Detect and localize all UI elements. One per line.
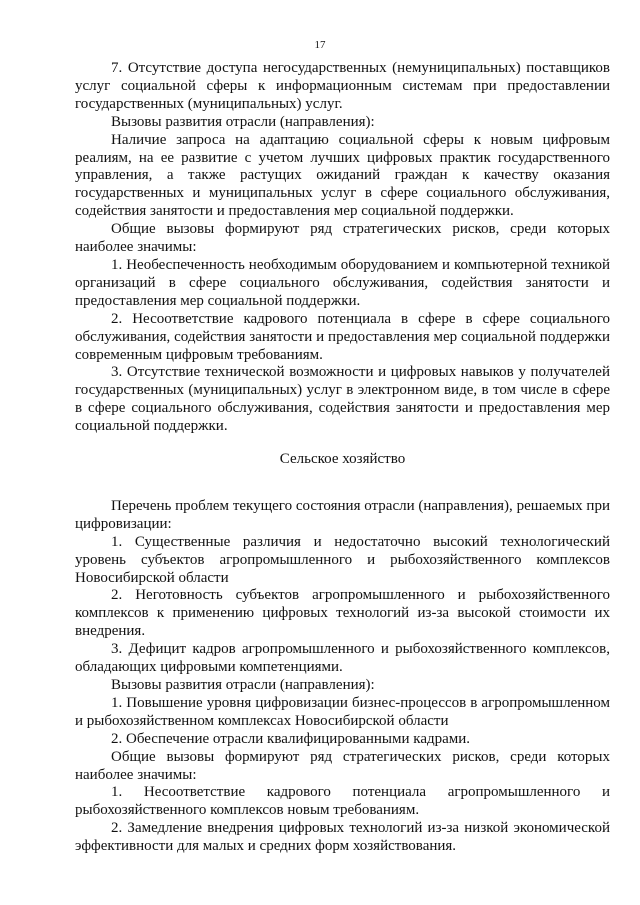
paragraph: Общие вызовы формируют ряд стратегических рисков, среди которых наиболее значимы: xyxy=(75,221,610,256)
paragraph: 7. Отсутствие доступа негосударственных (немуниципальных) поставщиков услуг социальной сферы к информационным системам при предоставлении государственных (муниципальных) услуг. xyxy=(75,60,610,112)
list-item: 2. Обеспечение отрасли квалифицированными кадрами. xyxy=(111,730,471,747)
section-heading: Сельское хозяйство xyxy=(279,451,406,468)
list-item: 1. Повышение уровня цифровизации бизнес-процессов в агропромышленном и рыбохозяйственном комплексах Новосибирской области xyxy=(75,694,610,729)
list-item: 1. Несоответствие кадрового потенциала агропромышленного и рыбохозяйственного комплексов новым требованиям. xyxy=(75,784,610,819)
paragraph: Общие вызовы формируют ряд стратегических рисков, среди которых наиболее значимы: xyxy=(75,748,610,783)
list-item: 3. Отсутствие технической возможности и цифровых навыков у получателей государственных (муниципальных) услуг в электронном виде, в том числе в сфере в сфере социального обслуживания, содействия занятости и предоставления мер социальной поддержки. xyxy=(75,364,610,435)
list-item: 2. Неготовность субъектов агропромышленного и рыбохозяйственного комплексов к применению цифровых технологий из-за высокой стоимости их внедрения. xyxy=(75,587,610,640)
document-body xyxy=(75,60,610,856)
paragraph: Перечень проблем текущего состояния отрасли (направления), решаемых при цифровизации: xyxy=(75,497,610,532)
paragraph: Вызовы развития отрасли (направления): xyxy=(111,113,375,130)
page-number: 17 xyxy=(314,39,326,51)
list-item: 2. Замедление внедрения цифровых технологий из-за низкой экономической эффективности для малых и средних форм хозяйствования. xyxy=(75,820,610,855)
paragraph: Наличие запроса на адаптацию социальной сферы к новым цифровым реалиям, на ее развитие с учетом лучших цифровых практик государственного управления, а также растущих ожиданий граждан к качеству оказания государственных и муниципальных услуг в сфере социального обслуживания, содействия занятости и предоставления мер социальной поддержки. xyxy=(75,131,610,220)
list-item: 1. Необеспеченность необходимым оборудованием и компьютерной техникой организаций в сфере социального обслуживания, содействия занятости и предоставления мер социальной поддержки. xyxy=(75,256,610,309)
list-item: 3. Дефицит кадров агропромышленного и рыбохозяйственного комплексов, обладающих цифровыми компетенциями. xyxy=(75,641,610,676)
list-item: 2. Несоответствие кадрового потенциала в сфере в сфере социального обслуживания, содействия занятости и предоставления мер социальной поддержки современным цифровым требованиям. xyxy=(75,310,610,363)
list-item: 1. Существенные различия и недостаточно высокий технологический уровень субъектов агропромышленного и рыбохозяйственного комплексов Новосибирской области xyxy=(75,533,610,586)
paragraph: Вызовы развития отрасли (направления): xyxy=(111,677,375,693)
